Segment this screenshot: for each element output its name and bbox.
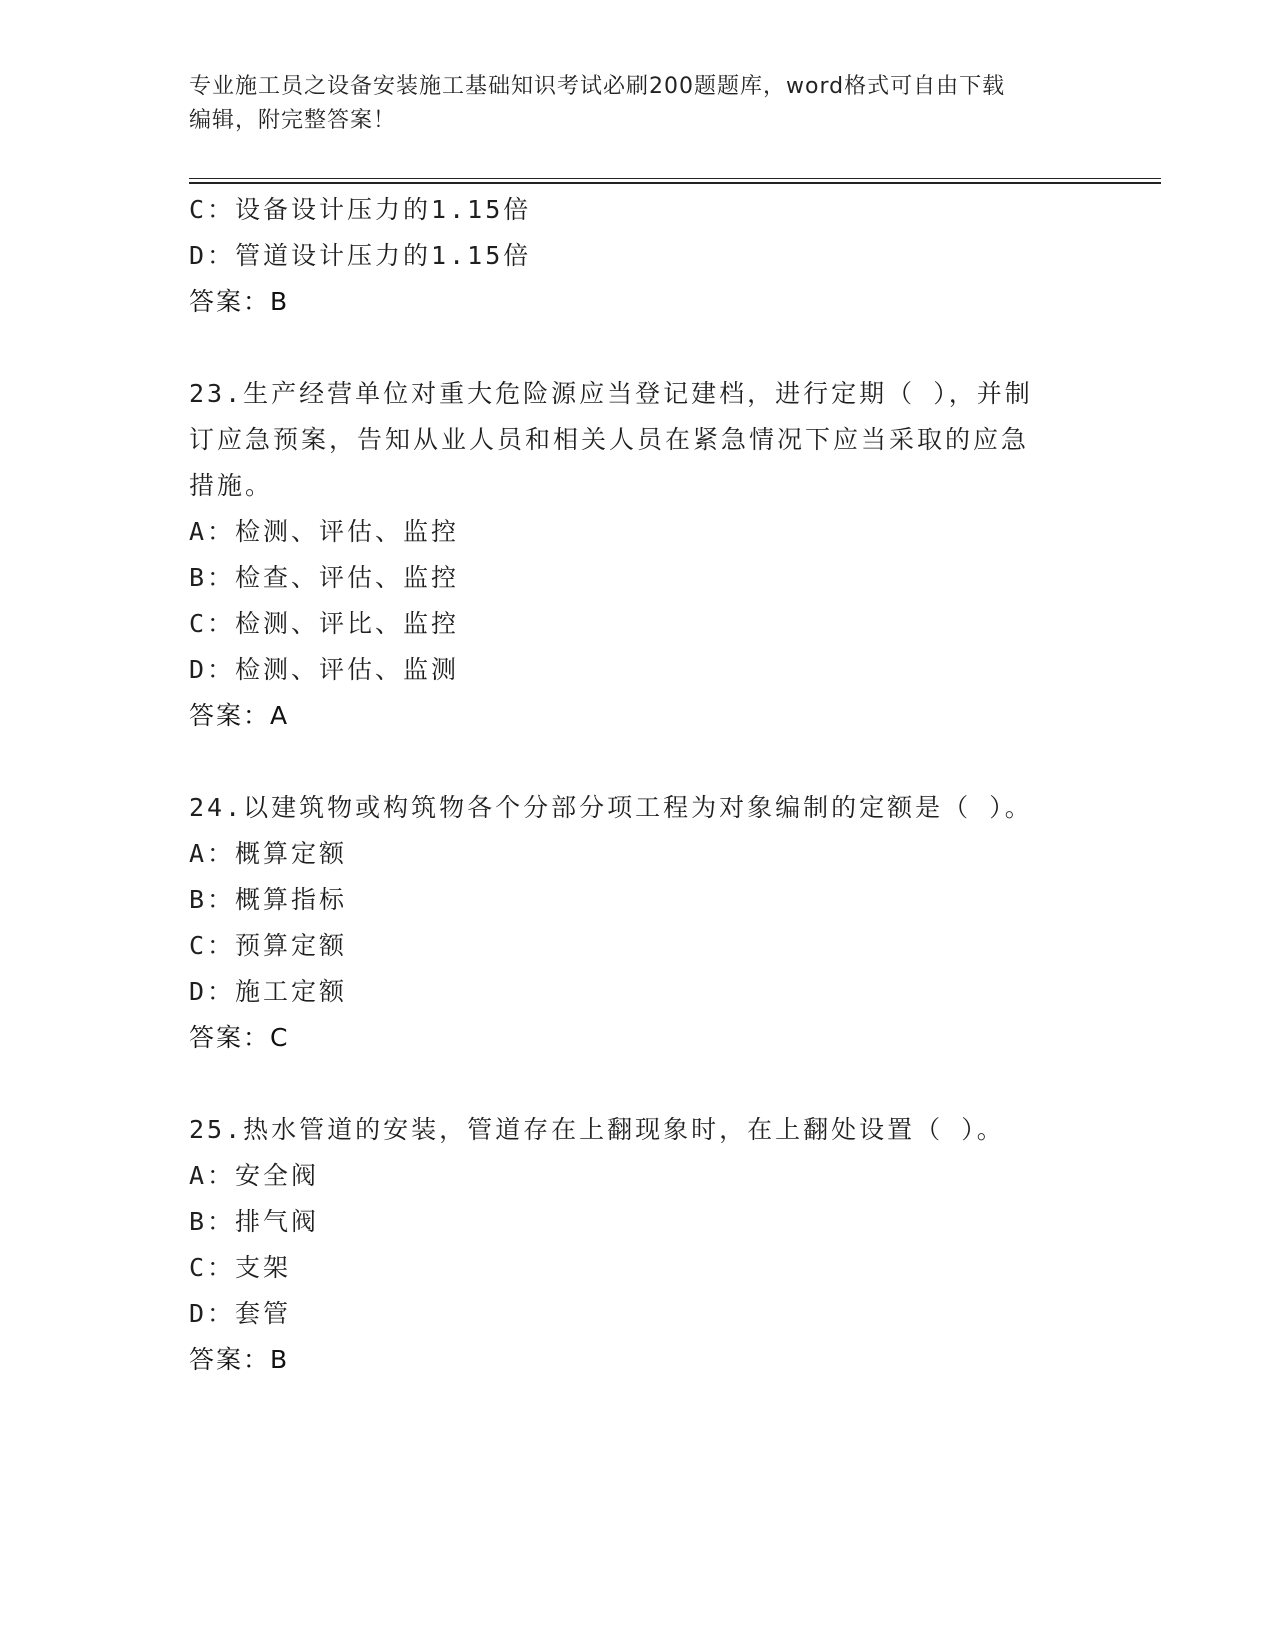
answer-line: 答案：A	[189, 701, 290, 730]
header-line-2: 编辑，附完整答案！	[189, 108, 397, 133]
option-c: C：设备设计压力的1.15倍	[189, 195, 532, 224]
question-text-line: 订应急预案，告知从业人员和相关人员在紧急情况下应当采取的应急	[189, 425, 1030, 454]
option-c: C：检测、评比、监控	[189, 609, 460, 638]
option-d: D：管道设计压力的1.15倍	[189, 241, 532, 270]
question-text-line: 24.以建筑物或构筑物各个分部分项工程为对象编制的定额是（ ）。	[189, 793, 1033, 822]
document-header	[189, 70, 1089, 138]
option-a: A：安全阀	[189, 1161, 320, 1190]
option-b: B：检查、评估、监控	[189, 563, 460, 592]
option-d: D：套管	[189, 1299, 292, 1328]
option-d: D：施工定额	[189, 977, 348, 1006]
option-b: B：排气阀	[189, 1207, 320, 1236]
answer-line: 答案：C	[189, 1023, 290, 1052]
question-22-tail	[189, 187, 1089, 325]
answer-line: 答案：B	[189, 287, 290, 316]
option-c: C：预算定额	[189, 931, 348, 960]
question-23	[189, 371, 1089, 739]
header-line-1: 专业施工员之设备安装施工基础知识考试必刷200题题库，word格式可自由下载	[189, 74, 1006, 99]
option-a: A：检测、评估、监控	[189, 517, 460, 546]
question-25	[189, 1107, 1089, 1383]
header-divider-top	[189, 178, 1161, 179]
header-divider-bottom	[189, 182, 1161, 184]
question-text-line: 措施。	[189, 471, 274, 500]
answer-line: 答案：B	[189, 1345, 290, 1374]
option-d: D：检测、评估、监测	[189, 655, 460, 684]
option-b: B：概算指标	[189, 885, 348, 914]
option-a: A：概算定额	[189, 839, 348, 868]
question-text-line: 25.热水管道的安装，管道存在上翻现象时，在上翻处设置（ ）。	[189, 1115, 1005, 1144]
question-24	[189, 785, 1089, 1061]
option-c: C：支架	[189, 1253, 292, 1282]
question-text-line: 23.生产经营单位对重大危险源应当登记建档，进行定期（ ），并制	[189, 379, 1033, 408]
document-body	[189, 187, 1089, 1383]
